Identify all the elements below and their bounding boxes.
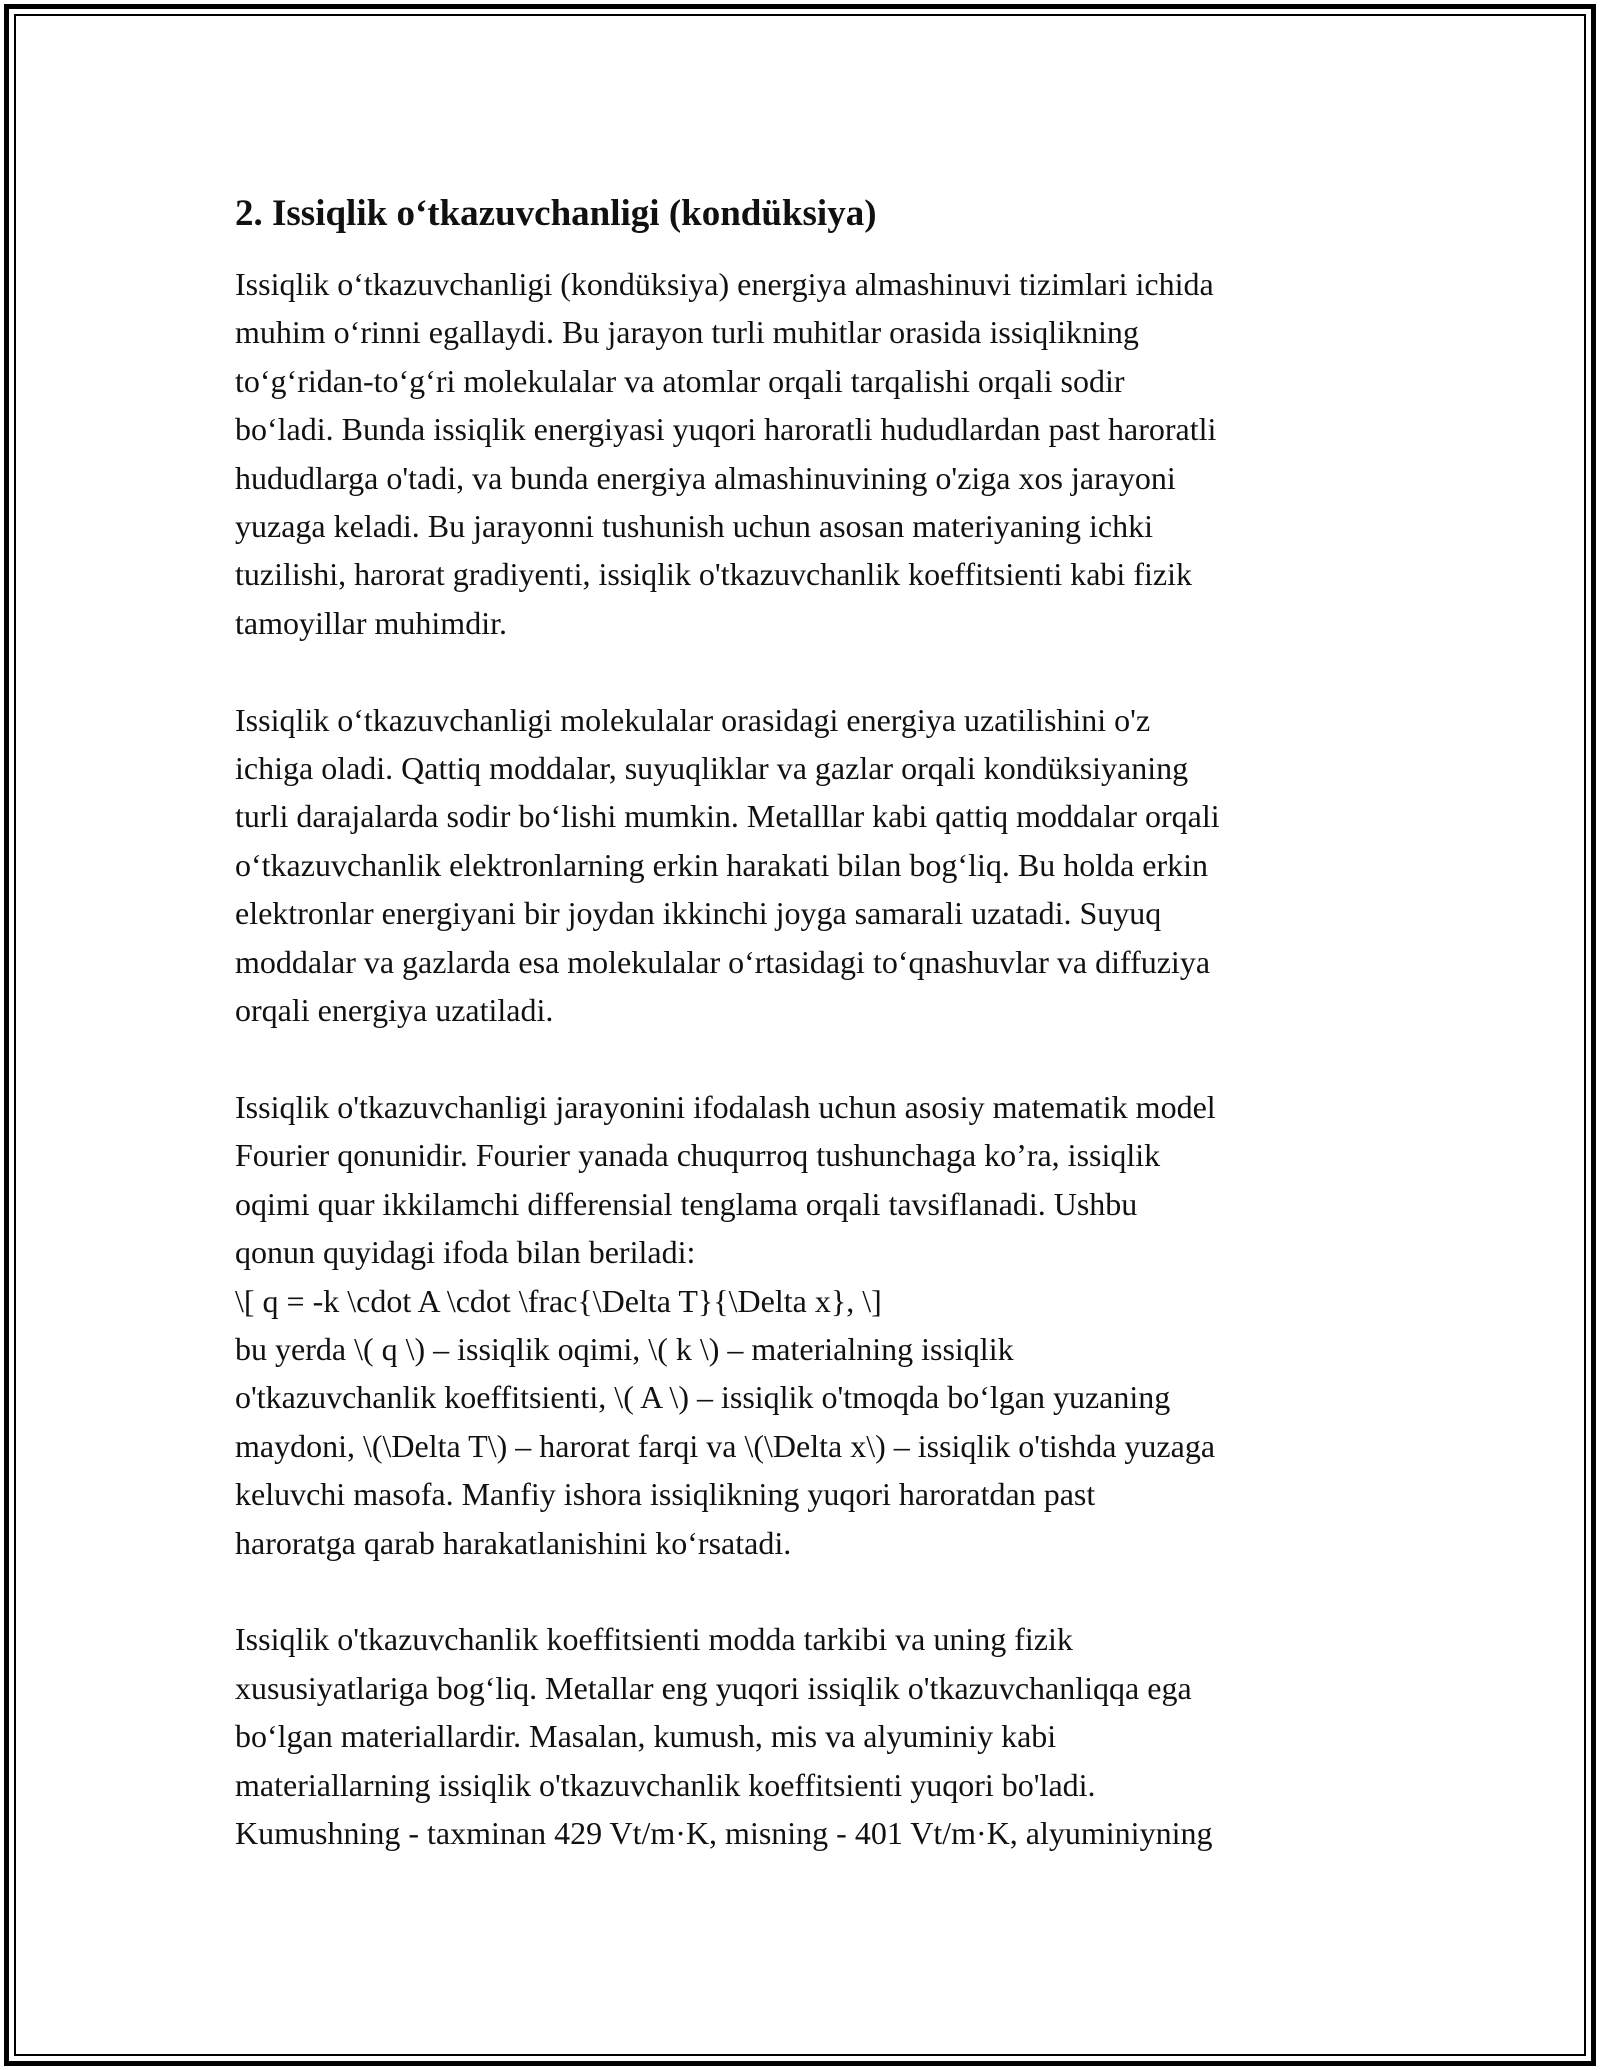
paragraph-3 [235, 1083, 1370, 1567]
text-line: Fourier qonunidir. Fourier yanada chuqurroq tushunchaga ko’ra, issiqlik [235, 1137, 1161, 1174]
text-line: o‘tkazuvchanlik elektronlarning erkin harakati bilan bog‘liq. Bu holda erkin [235, 846, 1209, 883]
text-line: orqali energiya uzatiladi. [235, 992, 554, 1029]
text-line: to‘g‘ridan-to‘g‘ri molekulalar va atomlar orqali tarqalishi orqali sodir [235, 362, 1125, 399]
section-heading: 2. Issiqlik o‘tkazuvchanligi (kondüksiya) [235, 193, 877, 234]
text-line: oqimi quar ikkilamchi differensial tenglama orqali tavsiflanadi. Ushbu [235, 1185, 1138, 1222]
text-line: Issiqlik o‘tkazuvchanligi molekulalar orasidagi energiya uzatilishini o'z [235, 701, 1151, 738]
text-line: yuzaga keladi. Bu jarayonni tushunish uchun asosan materiyaning ichki [235, 508, 1153, 545]
text-line: ichiga oladi. Qattiq moddalar, suyuqliklar va gazlar orqali kondüksiyaning [235, 750, 1189, 787]
paragraph-1 [235, 260, 1370, 647]
text-line: haroratga qarab harakatlanishini ko‘rsatadi. [235, 1524, 792, 1561]
paragraph-2 [235, 696, 1370, 1035]
text-line: maydoni, \(\Delta T\) – harorat farqi va \(\Delta x\) – issiqlik o'tishda yuzaga [235, 1427, 1216, 1464]
text-line: bo‘ladi. Bunda issiqlik energiyasi yuqori haroratli hududlardan past haroratli [235, 411, 1217, 448]
text-line: o'tkazuvchanlik koeffitsienti, \( A \) – issiqlik o'tmoqda bo‘lgan yuzaning [235, 1379, 1171, 1416]
text-line: qonun quyidagi ifoda bilan beriladi: [235, 1234, 696, 1271]
formula-line: \[ q = -k \cdot A \cdot \frac{\Delta T}{\Delta x}, \] [235, 1282, 882, 1319]
text-line: Issiqlik o'tkazuvchanligi jarayonini ifodalash uchun asosiy matematik model [235, 1088, 1216, 1125]
text-line: hududlarga o'tadi, va bunda energiya almashinuvining o'ziga xos jarayoni [235, 459, 1176, 496]
text-line: bu yerda \( q \) – issiqlik oqimi, \( k \) – materialning issiqlik [235, 1330, 1014, 1367]
text-line: tamoyillar muhimdir. [235, 604, 507, 641]
paragraph-4 [235, 1615, 1370, 1857]
text-line: Kumushning - taxminan 429 Vt/m·K, misning - 401 Vt/m·K, alyuminiyning [235, 1814, 1213, 1851]
text-line: moddalar va gazlarda esa molekulalar o‘rtasidagi to‘qnashuvlar va diffuziya [235, 943, 1211, 980]
text-line: turli darajalarda sodir bo‘lishi mumkin. Metalllar kabi qattiq moddalar orqali [235, 798, 1220, 835]
text-line: materiallarning issiqlik o'tkazuvchanlik koeffitsienti yuqori bo'ladi. [235, 1766, 1096, 1803]
document-body [235, 190, 1370, 1906]
text-line: muhim o‘rinni egallaydi. Bu jarayon turli muhitlar orasida issiqlikning [235, 314, 1139, 351]
text-line: bo‘lgan materiallardir. Masalan, kumush, mis va alyuminiy kabi [235, 1718, 1057, 1755]
text-line: elektronlar energiyani bir joydan ikkinchi joyga samarali uzatadi. Suyuq [235, 895, 1162, 932]
text-line: Issiqlik o‘tkazuvchanligi (kondüksiya) energiya almashinuvi tizimlari ichida [235, 266, 1214, 302]
text-line: Issiqlik o'tkazuvchanlik koeffitsienti modda tarkibi va uning fizik [235, 1621, 1073, 1658]
text-line: tuzilishi, harorat gradiyenti, issiqlik o'tkazuvchanlik koeffitsienti kabi fizik [235, 556, 1192, 593]
text-line: keluvchi masofa. Manfiy ishora issiqlikning yuqori haroratdan past [235, 1476, 1096, 1513]
text-line: xususiyatlariga bog‘liq. Metallar eng yuqori issiqlik o'tkazuvchanliqqa ega [235, 1669, 1192, 1706]
